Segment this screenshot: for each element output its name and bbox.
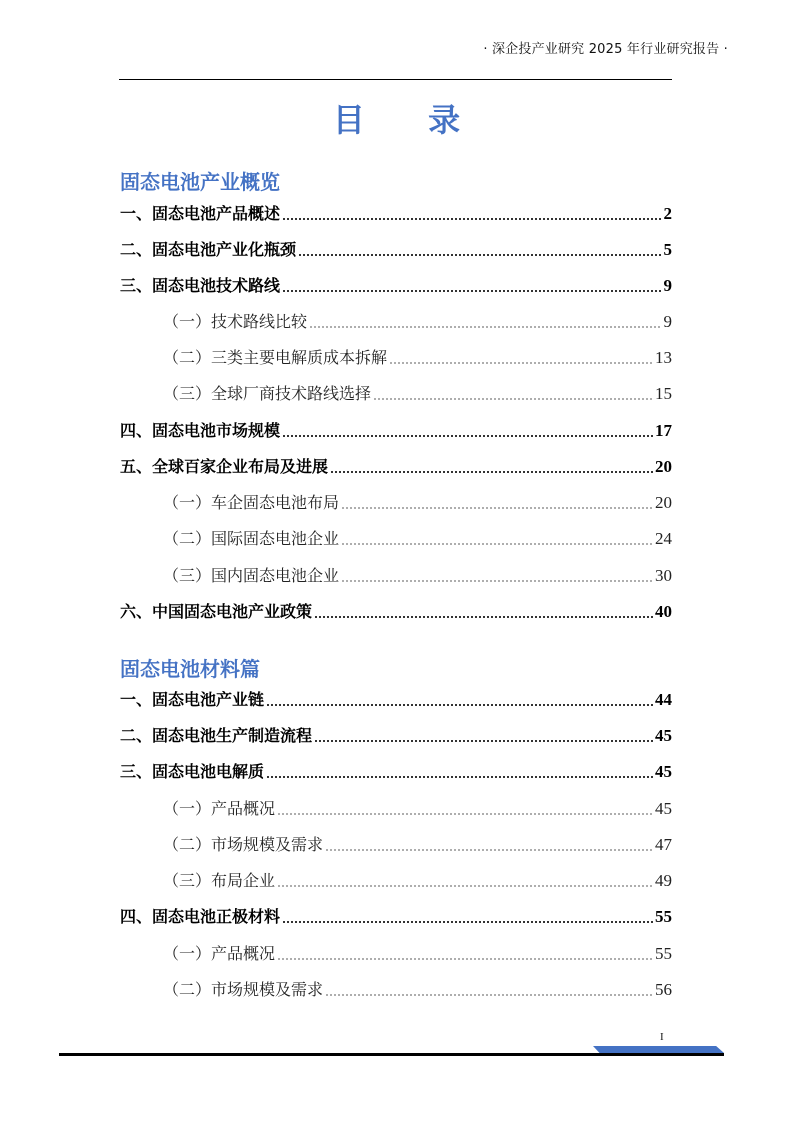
toc-entry[interactable]: [120, 453, 672, 477]
toc-entry[interactable]: [120, 272, 672, 296]
toc-subentry[interactable]: [163, 525, 672, 549]
dot-leader: [325, 849, 653, 851]
toc-entry-label: 三、固态电池技术路线: [120, 276, 281, 295]
dot-leader: [309, 326, 661, 328]
toc-subentry[interactable]: [163, 380, 672, 404]
toc-entry[interactable]: [120, 686, 672, 710]
toc-entry-page: 20: [655, 457, 672, 476]
toc-entry-label: 三、固态电池电解质: [120, 762, 265, 781]
footer-divider: [59, 1053, 724, 1056]
dot-leader: [341, 543, 653, 545]
dot-leader: [330, 471, 653, 473]
toc-entry[interactable]: [120, 598, 672, 622]
footer-accent-tab: [593, 1046, 724, 1053]
toc-entry-label: 一、固态电池产业链: [120, 690, 265, 709]
dot-leader: [266, 704, 653, 706]
toc-entry-label: 二、固态电池产业化瓶颈: [120, 240, 297, 259]
toc-subentry[interactable]: [163, 308, 672, 332]
toc-entry-label: （二）国际固态电池企业: [163, 529, 340, 548]
dot-leader: [341, 507, 653, 509]
dot-leader: [282, 290, 661, 292]
toc-entry[interactable]: [120, 758, 672, 782]
toc-entry[interactable]: [120, 417, 672, 441]
toc-entry-page: 24: [655, 529, 672, 548]
dot-leader: [282, 218, 661, 220]
dot-leader: [277, 958, 653, 960]
toc-entry-label: （一）技术路线比较: [163, 312, 308, 331]
toc-subentry[interactable]: [163, 940, 672, 964]
toc-entry-label: （一）车企固态电池布局: [163, 493, 340, 512]
toc-entry-page: 45: [655, 799, 672, 818]
toc-entry[interactable]: [120, 722, 672, 746]
toc-part-title: 固态电池材料篇: [120, 657, 260, 681]
toc-entry-page: 9: [663, 312, 672, 331]
toc-entry-label: （一）产品概况: [163, 944, 276, 963]
toc-entry-label: 二、固态电池生产制造流程: [120, 726, 313, 745]
dot-leader: [341, 580, 653, 582]
toc-entry-page: 5: [663, 240, 672, 259]
dot-leader: [298, 254, 661, 256]
toc-entry-label: （二）市场规模及需求: [163, 980, 324, 999]
toc-title: 目 录: [332, 101, 487, 139]
toc-entry-page: 45: [655, 726, 672, 745]
dot-leader: [277, 813, 653, 815]
footer-page-number: I: [660, 1031, 664, 1043]
toc-entry-label: （一）产品概况: [163, 799, 276, 818]
toc-entry-label: 一、固态电池产品概述: [120, 204, 281, 223]
toc-entry-label: （三）布局企业: [163, 871, 276, 890]
dot-leader: [282, 435, 653, 437]
dot-leader: [282, 921, 653, 923]
toc-entry-page: 49: [655, 871, 672, 890]
toc-entry-page: 17: [655, 421, 672, 440]
toc-entry-page: 13: [655, 348, 672, 367]
toc-entry[interactable]: [120, 200, 672, 224]
toc-entry-page: 47: [655, 835, 672, 854]
toc-entry-label: （二）三类主要电解质成本拆解: [163, 348, 388, 367]
running-header: · 深企投产业研究 2025 年行业研究报告 ·: [483, 42, 728, 57]
toc-part-title: 固态电池产业概览: [120, 170, 280, 194]
toc-entry-page: 2: [663, 204, 672, 223]
toc-entry-label: 五、全球百家企业布局及进展: [120, 457, 329, 476]
toc-entry-label: 六、中国固态电池产业政策: [120, 602, 313, 621]
toc-subentry[interactable]: [163, 795, 672, 819]
toc-entry-page: 20: [655, 493, 672, 512]
dot-leader: [389, 362, 653, 364]
toc-entry-page: 40: [655, 602, 672, 621]
toc-entry-page: 56: [655, 980, 672, 999]
toc-entry-page: 30: [655, 566, 672, 585]
dot-leader: [373, 398, 653, 400]
toc-entry-page: 55: [655, 944, 672, 963]
toc-entry-label: （二）市场规模及需求: [163, 835, 324, 854]
dot-leader: [314, 740, 653, 742]
toc-entry-page: 15: [655, 384, 672, 403]
toc-entry[interactable]: [120, 903, 672, 927]
toc-entry-page: 45: [655, 762, 672, 781]
dot-leader: [325, 994, 653, 996]
toc-entry-page: 9: [663, 276, 672, 295]
dot-leader: [314, 616, 653, 618]
toc-subentry[interactable]: [163, 976, 672, 1000]
dot-leader: [277, 885, 653, 887]
toc-entry-page: 55: [655, 907, 672, 926]
toc-subentry[interactable]: [163, 344, 672, 368]
toc-entry-label: 四、固态电池市场规模: [120, 421, 281, 440]
toc-entry-label: （三）国内固态电池企业: [163, 566, 340, 585]
toc-subentry[interactable]: [163, 867, 672, 891]
header-divider: [119, 79, 672, 80]
toc-entry[interactable]: [120, 236, 672, 260]
toc-entry-label: 四、固态电池正极材料: [120, 907, 281, 926]
toc-subentry[interactable]: [163, 562, 672, 586]
toc-subentry[interactable]: [163, 489, 672, 513]
toc-entry-label: （三）全球厂商技术路线选择: [163, 384, 372, 403]
dot-leader: [266, 776, 653, 778]
toc-subentry[interactable]: [163, 831, 672, 855]
toc-entry-page: 44: [655, 690, 672, 709]
